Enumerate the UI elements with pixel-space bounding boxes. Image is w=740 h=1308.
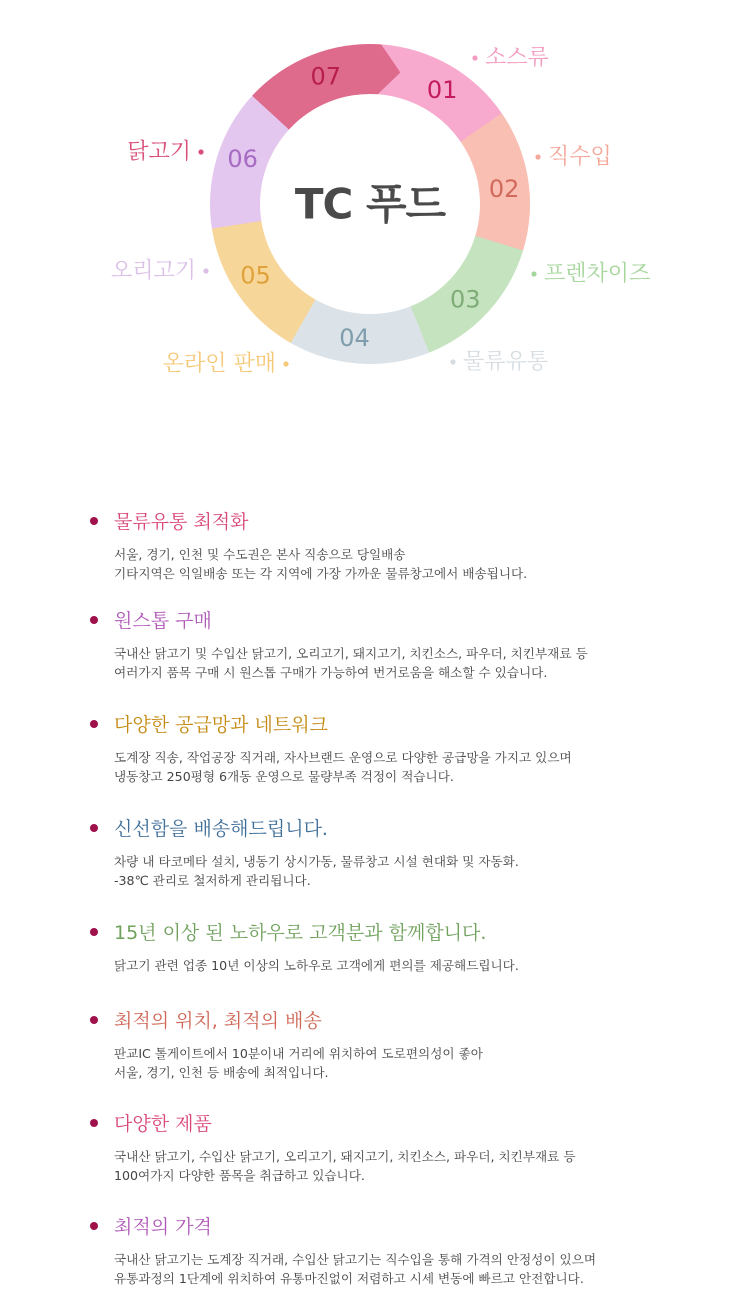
feature-title: 신선함을 배송해드립니다. [114,818,328,840]
feature-line: 서울, 경기, 인천 및 수도권은 본사 직송으로 당일배송 [114,547,406,562]
segment-label: 온라인 판매 [162,351,276,377]
feature-description [114,1250,596,1288]
feature-description [114,852,519,890]
feature-title: 다양한 공급망과 네트워크 [114,714,328,736]
feature-description [114,545,527,583]
segment-label: 오리고기 [110,258,196,284]
label-dot-icon [472,55,477,60]
feature-title: 물류유통 최적화 [114,511,249,533]
feature-line: 여러가지 품목 구매 시 원스톱 구매가 가능하여 번거로움을 해소할 수 있습니다. [114,665,548,680]
segment-number: 04 [339,324,370,353]
segment-label: 닭고기 [127,139,191,165]
bullet-icon [90,517,98,525]
label-dot-icon [535,154,540,159]
cycle-diagram [0,0,740,420]
segment-number: 01 [426,75,458,104]
feature-line: 차량 내 타코메타 설치, 냉동기 상시가동, 물류창고 시설 현대화 및 자동화. [114,854,519,869]
center-title: TC 푸드 [294,179,446,229]
feature-line: 기타지역은 익일배송 또는 각 지역에 가장 가까운 물류창고에서 배송됩니다. [114,566,528,581]
feature-description [114,1044,483,1082]
feature-description [114,956,519,975]
segment-label: 직수입 [548,144,612,170]
feature-line: -38℃ 관리로 철저하게 관리됩니다. [114,873,311,888]
bullet-icon [90,616,98,624]
feature-line: 국내산 닭고기는 도계장 직거래, 수입산 닭고기는 직수입을 통해 가격의 안정성이 있으며 [114,1252,596,1267]
feature-title: 최적의 가격 [114,1216,212,1238]
feature-title: 최적의 위치, 최적의 배송 [114,1010,322,1032]
label-dot-icon [283,361,288,366]
bullet-icon [90,824,98,832]
segment-label: 물류유통 [463,349,549,375]
bullet-icon [90,1119,98,1127]
label-dot-icon [203,268,208,273]
feature-line: 판교IC 톨게이트에서 10분이내 거리에 위치하여 도로편의성이 좋아 [114,1046,483,1061]
segment-label: 프렌차이즈 [544,261,651,287]
segment-number: 02 [488,175,520,204]
feature-line: 냉동창고 250평형 6개동 운영으로 물량부족 걱정이 적습니다. [114,769,454,784]
feature-title: 15년 이상 된 노하우로 고객분과 함께합니다. [114,922,487,944]
feature-title: 다양한 제품 [114,1113,212,1135]
bullet-icon [90,1222,98,1230]
segment-label: 소스류 [485,45,549,71]
bullet-icon [90,928,98,936]
label-dot-icon [531,271,536,276]
label-dot-icon [450,359,455,364]
feature-line: 도계장 직송, 작업공장 직거래, 자사브랜드 운영으로 다양한 공급망을 가지고 있으며 [114,750,572,765]
feature-line: 서울, 경기, 인천 등 배송에 최적입니다. [114,1065,329,1080]
feature-description [114,1147,576,1185]
feature-line: 닭고기 관련 업종 10년 이상의 노하우로 고객에게 편의를 제공해드립니다. [114,958,519,973]
feature-description [114,644,588,682]
segment-number: 03 [449,285,481,314]
feature-line: 100여가지 다양한 품목을 취급하고 있습니다. [114,1168,365,1183]
segment-number: 07 [310,62,342,91]
feature-line: 유통과정의 1단계에 위치하여 유통마진없이 저렴하고 시세 변동에 빠르고 안전합니다. [114,1271,584,1286]
feature-description [114,748,572,786]
feature-title: 원스톱 구매 [114,610,212,632]
feature-line: 국내산 닭고기, 수입산 닭고기, 오리고기, 돼지고기, 치킨소스, 파우더, 치킨부재료 등 [114,1149,576,1164]
segment-number: 05 [240,261,271,290]
bullet-icon [90,720,98,728]
bullet-icon [90,1016,98,1024]
segment-number: 06 [227,145,258,174]
label-dot-icon [198,149,203,154]
feature-line: 국내산 닭고기 및 수입산 닭고기, 오리고기, 돼지고기, 치킨소스, 파우더, 치킨부재료 등 [114,646,588,661]
